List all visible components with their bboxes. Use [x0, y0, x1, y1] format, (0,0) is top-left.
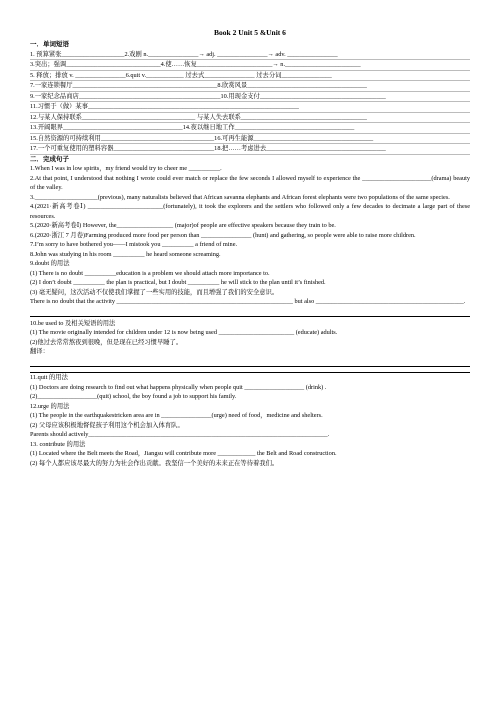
sentence-item: 4.(2021·新高考卷Ⅰ) ________________________(fortunately), it took the explorers and the settlers who followed only a few decades to decimate a large part of these resources. — [30, 203, 470, 220]
vocab-line: 17.一个可重复使用的塑料容器________________________________18.把……考虑进去______________________________________ — [30, 144, 470, 155]
sentence-item: Parents should actively____________________________________________________________________________. — [30, 431, 330, 438]
translate-label: 翻译： — [30, 348, 49, 355]
used-to-heading: 10.be used to 及相关短语的用法 — [30, 319, 116, 327]
answer-line — [30, 307, 470, 317]
vocab-line: 1. 预算紧张____________________2.戏剧 n.________________→ adj. ________________→ adv. ________________ — [30, 50, 470, 61]
sentence-item: 3.____________________(previous), many naturalists believed that African savanna elephants and African forest elephants were two populations of the same species. — [30, 193, 450, 201]
vocab-line: 5. 释放；排放 v. ________________6.quit v.____________ 过去式________________ 过去分词________________ — [30, 71, 470, 82]
sentence-item: (1) Doctors are doing research to find out what happens physically when people quit ___________________ (drink) . — [30, 383, 327, 391]
sentence-item: (1) There is no doubt __________education is a problem we should attach more importance to. — [30, 269, 270, 277]
sentence-item: (1) The movie originally intended for children under 12 is now being used ________________________ (educate) adults. — [30, 329, 338, 336]
section1-heading: 一．单词短语 — [30, 41, 69, 48]
sentence-item: 2.At that point, I understood that nothing I wrote could ever match or replace the few seconds I allowed myself to experience the ______________________(drama) beauty of the valley. — [30, 174, 470, 191]
sentence-item: (1) The people in the earthquakestricken area are in ________________(urge) need of food，medicine and shelters. — [30, 412, 323, 419]
sentence-item: There is no doubt that the activity ________________________________________________________ but also _______________________________________________. — [30, 298, 466, 305]
worksheet-page — [30, 28, 470, 468]
sentence-item: (2)他过去常常熬夜到很晚，但是现在已经习惯早睡了。 — [30, 338, 183, 346]
sentence-item: (1) Located where the Belt meets the Road，Jiangsu will contribute more ____________ the Belt and Road construction. — [30, 450, 337, 457]
sentence-item: (2) I don’t doubt __________ the plan is practical, but I doubt __________ he will stick to the plan until it’s finished. — [30, 279, 326, 286]
sentence-item: (2) 每个人都应该尽最大的努力为社会作出贡献。我坚信一个美好的未来正在等待着我们。 — [30, 459, 279, 467]
doubt-heading: 9.doubt 的用法 — [30, 260, 70, 267]
quit-heading: 11.quit 的用法 — [30, 374, 68, 381]
sentence-item: 6.(2020·浙江 7 月卷)Farming produced more food per person than ________________ (hunt) and gathering, so people were able to raise more children. — [30, 231, 416, 239]
vocab-line: 15.自然资源的可持续利用____________________________________16.可再生能源______________________________________ — [30, 134, 470, 145]
vocab-line: 13.开阔眼界______________________________________14.夜以继日地工作______________________________________ — [30, 123, 470, 134]
sentence-item: (2)___________________(quit) school, the boy found a job to support his family. — [30, 393, 237, 400]
vocab-line: 12.与某人保持联系____________________________________ 与某人失去联系________________________________________ — [30, 113, 470, 124]
worksheet-title: Book 2 Unit 5 &Unit 6 — [214, 28, 286, 37]
sentence-item: 1.When I was in low spirits，my friend would try to cheer me __________. — [30, 165, 222, 172]
sentence-item: 7.I’m sorry to have bothered you——I mistook you __________ a friend of mine. — [30, 241, 238, 248]
sentence-item: (2) 父母应该积极地督促孩子利用这个机会加入体育队。 — [30, 421, 184, 429]
vocab-line: 3.突出；强调______________________________4.使……恢复________________________→ n.________________________ — [30, 60, 470, 71]
vocab-line: 9.一家纪念品商店_____________________________________________10.用现金支付________________________________________ — [30, 92, 470, 103]
vocab-line: 7.一家连锁餐厅______________________________________________8.欣赏风景______________________________________ — [30, 81, 470, 92]
answer-line — [30, 357, 470, 368]
section2-heading: 二．完成句子 — [30, 155, 69, 163]
contribute-heading: 13. contribute 的用法 — [30, 440, 86, 448]
sentence-item: (3) 毫无疑问，这次活动不仅使我们掌握了一些实用的技能，而且增强了我们的安全意识。 — [30, 288, 279, 296]
sentence-item: 8.John was studying in his room __________ he heard someone screaming. — [30, 250, 221, 258]
vocab-line: 11.习惯于（做）某事___________________________________________________________________ — [30, 102, 470, 113]
sentence-item: 5.(2020·新高考卷Ⅰ) However, the__________________ (major)of people are effective speakers because they train to be. — [30, 222, 336, 229]
urge-heading: 12.urge 的用法 — [30, 402, 70, 410]
